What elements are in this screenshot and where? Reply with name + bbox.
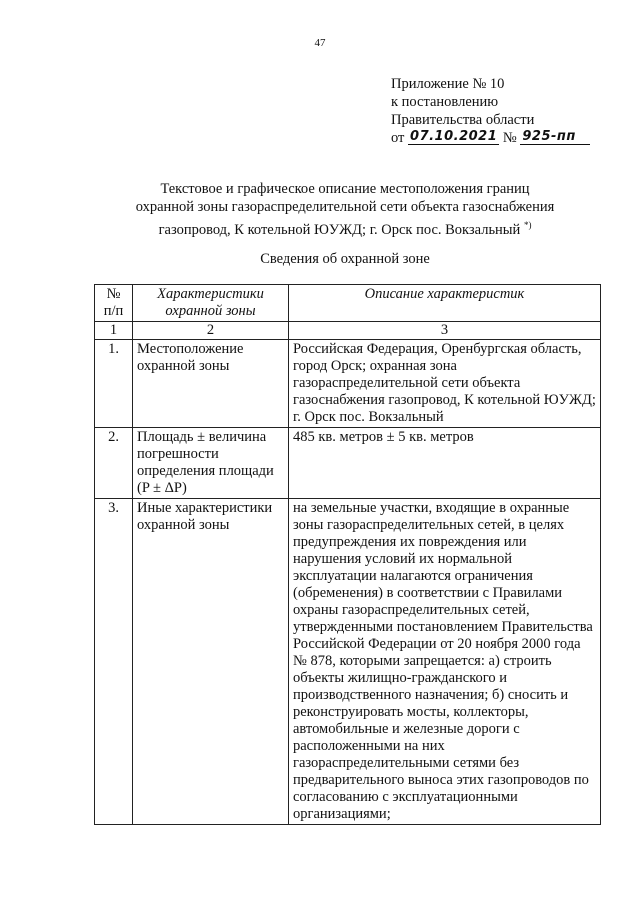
appendix-authority: Правительства области xyxy=(391,112,535,128)
row-description: Российская Федерация, Оренбургская область, город Орск; охранная зона газораспределительной сети объекта газоснабжения газопровод, К котельной ЮУЖД; г. Орск пос. Вокзальный xyxy=(289,340,601,428)
row-characteristic: Иные характеристики охранной зоны xyxy=(133,499,289,825)
header-characteristic: Характеристики охранной зоны xyxy=(133,285,289,322)
table-row xyxy=(95,499,601,825)
handwritten-number: 925-пп xyxy=(520,130,590,145)
row-number: 1. xyxy=(95,340,133,428)
section-subtitle: Сведения об охранной зоне xyxy=(260,251,430,267)
table-header-row xyxy=(95,285,601,322)
appendix-title: Приложение № 10 xyxy=(391,76,505,92)
row-description: на земельные участки, входящие в охранные зоны газораспределительных сетей, в целях предупреждения их повреждения или нарушения условий их нормальной эксплуатации налагаются ограничения (обременения) в соответствии с Правилами охраны газораспределительных сетей, утвержденными постановлением Правительства Российской Федерации от 20 ноября 2000 года № 878, которыми запрещается: а) строить объекты жилищно-гражданского и производственного назначения; б) сносить и реконструировать мосты, коллекторы, автомобильные и железные дороги с расположенными на них газораспределительными сетями без предварительного выноса этих газопроводов по согласованию с эксплуатационными организациями; xyxy=(289,499,601,825)
header-description: Описание характеристик xyxy=(289,285,601,322)
header-number: № п/п xyxy=(95,285,133,322)
col-number-2: 2 xyxy=(133,322,289,340)
col-number-1: 1 xyxy=(95,322,133,340)
table-row xyxy=(95,428,601,499)
handwritten-date: 07.10.2021 xyxy=(410,129,498,144)
document-title xyxy=(90,180,600,239)
table-row xyxy=(95,340,601,428)
from-label: от xyxy=(391,130,405,146)
row-number: 3. xyxy=(95,499,133,825)
appendix-date-line xyxy=(391,129,590,147)
row-description: 485 кв. метров ± 5 кв. метров xyxy=(289,428,601,499)
page-number: 47 xyxy=(314,37,326,49)
title-line-1: Текстовое и графическое описание местоположения границ xyxy=(160,181,530,197)
title-line-2: охранной зоны газораспределительной сети объекта газоснабжения xyxy=(135,199,555,215)
row-number: 2. xyxy=(95,428,133,499)
row-characteristic: Местоположение охранной зоны xyxy=(133,340,289,428)
number-label: № xyxy=(502,130,517,146)
appendix-block xyxy=(391,75,590,147)
table-numbering-row xyxy=(95,322,601,340)
col-number-3: 3 xyxy=(289,322,601,340)
row-characteristic: Площадь ± величина погрешности определения площади (P ± ΔP) xyxy=(133,428,289,499)
footnote-mark: *) xyxy=(523,220,532,230)
title-line-3-text: газопровод, К котельной ЮУЖД; г. Орск пос. Вокзальный xyxy=(158,221,521,238)
zone-info-table xyxy=(94,284,601,825)
appendix-resolution: к постановлению xyxy=(391,94,499,110)
title-line-3 xyxy=(90,216,600,239)
